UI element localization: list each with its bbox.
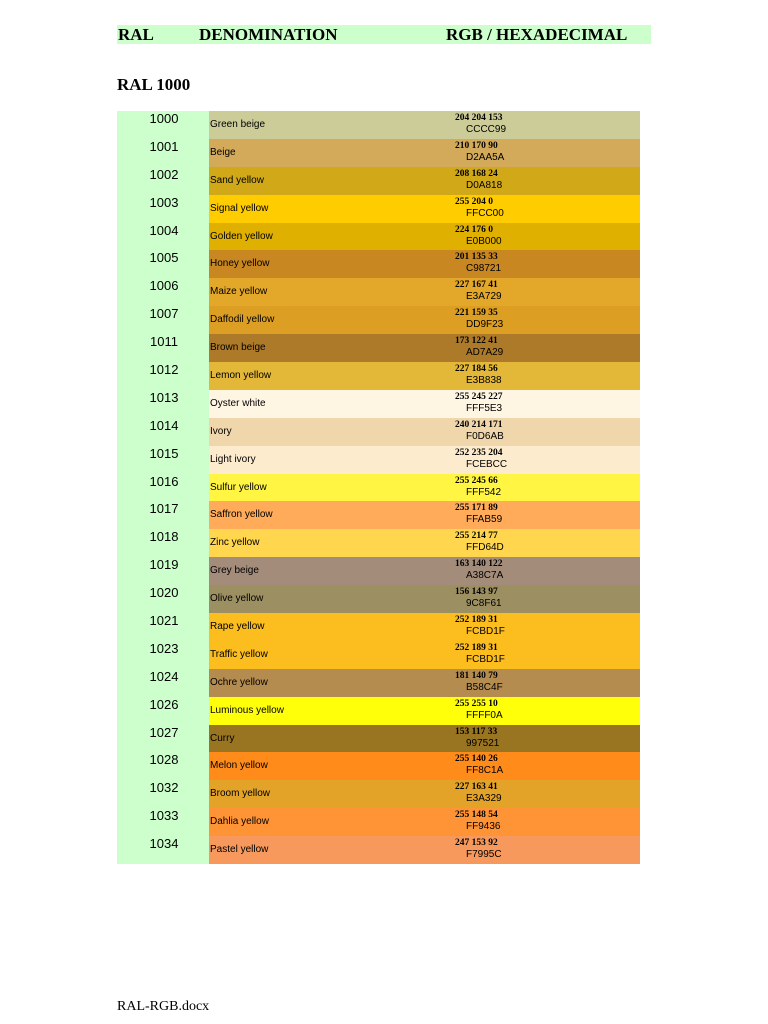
- ral-code: 1007: [149, 306, 179, 322]
- rgb-value: 201 135 33: [455, 252, 498, 263]
- table-header: [117, 25, 651, 44]
- table-row: [117, 501, 640, 529]
- hex-value: 9C8F61: [466, 598, 502, 610]
- ral-code: 1012: [149, 362, 179, 378]
- header-ral: RAL: [118, 25, 154, 44]
- ral-code: 1006: [149, 278, 179, 294]
- color-swatch: [209, 362, 640, 390]
- hex-value: C98721: [466, 263, 502, 275]
- color-name: Curry: [210, 732, 235, 744]
- ral-code-cell: [117, 139, 209, 167]
- ral-code: 1015: [149, 445, 179, 461]
- table-row: [117, 669, 640, 697]
- ral-code-cell: [117, 362, 209, 390]
- color-table: [117, 111, 640, 864]
- table-row: [117, 446, 640, 474]
- ral-code-cell: [117, 250, 209, 278]
- hex-value: FFFF0A: [466, 709, 503, 721]
- ral-code: 1032: [149, 780, 179, 796]
- hex-value: FF9436: [466, 821, 501, 833]
- rgb-value: 240 214 171: [455, 419, 503, 430]
- table-row: [117, 557, 640, 585]
- ral-code-cell: [117, 474, 209, 502]
- ral-code-cell: [117, 780, 209, 808]
- hex-value: E0B000: [466, 235, 502, 247]
- hex-value: E3A729: [466, 291, 502, 303]
- color-swatch: [209, 390, 640, 418]
- color-name: Melon yellow: [210, 760, 268, 772]
- color-swatch: [209, 167, 640, 195]
- color-name: Oyster white: [210, 397, 266, 409]
- rgb-value: 252 189 31: [455, 615, 498, 626]
- rgb-value: 255 214 77: [455, 531, 498, 542]
- hex-value: AD7A29: [466, 347, 504, 359]
- table-row: [117, 585, 640, 613]
- hex-value: FFCC00: [466, 207, 504, 219]
- ral-code: 1004: [149, 222, 179, 238]
- rgb-value: 255 204 0: [455, 196, 493, 207]
- rgb-value: 255 245 227: [455, 391, 503, 402]
- color-swatch: [209, 836, 640, 864]
- hex-value: D0A818: [466, 179, 503, 191]
- table-row: [117, 529, 640, 557]
- ral-code: 1034: [149, 836, 179, 852]
- ral-code-cell: [117, 223, 209, 251]
- table-row: [117, 390, 640, 418]
- rgb-value: 221 159 35: [455, 308, 498, 319]
- color-name: Maize yellow: [210, 286, 268, 298]
- ral-code: 1003: [149, 194, 179, 210]
- color-swatch: [209, 752, 640, 780]
- color-swatch: [209, 641, 640, 669]
- table-row: [117, 836, 640, 864]
- rgb-value: 153 117 33: [455, 726, 498, 737]
- rgb-value: 227 163 41: [455, 782, 498, 793]
- rgb-value: 163 140 122: [455, 559, 503, 570]
- hex-value: E3A329: [466, 793, 502, 805]
- ral-code-cell: [117, 446, 209, 474]
- color-swatch: [209, 446, 640, 474]
- ral-code: 1023: [149, 640, 179, 656]
- ral-code: 1013: [149, 389, 179, 405]
- rgb-value: 208 168 24: [455, 168, 498, 179]
- color-swatch: [209, 669, 640, 697]
- color-swatch: [209, 250, 640, 278]
- table-row: [117, 250, 640, 278]
- rgb-value: 252 189 31: [455, 642, 498, 653]
- rgb-value: 255 245 66: [455, 475, 498, 486]
- table-row: [117, 418, 640, 446]
- ral-code-cell: [117, 529, 209, 557]
- ral-code-cell: [117, 641, 209, 669]
- hex-value: FF8C1A: [466, 765, 504, 777]
- ral-code: 1017: [149, 501, 179, 517]
- ral-code: 1014: [149, 417, 179, 433]
- table-row: [117, 613, 640, 641]
- table-row: [117, 362, 640, 390]
- ral-code-cell: [117, 752, 209, 780]
- color-name: Daffodil yellow: [210, 314, 275, 326]
- color-name: Beige: [210, 146, 236, 158]
- color-swatch: [209, 139, 640, 167]
- color-name: Brown beige: [210, 342, 266, 354]
- rgb-value: 255 148 54: [455, 810, 498, 821]
- color-name: Traffic yellow: [210, 648, 268, 660]
- color-name: Ivory: [210, 425, 232, 437]
- ral-code: 1020: [149, 585, 179, 601]
- ral-code-cell: [117, 501, 209, 529]
- color-swatch: [209, 529, 640, 557]
- table-row: [117, 111, 640, 139]
- ral-code-cell: [117, 167, 209, 195]
- ral-code-cell: [117, 613, 209, 641]
- color-name: Zinc yellow: [210, 537, 260, 549]
- color-swatch: [209, 278, 640, 306]
- table-row: [117, 725, 640, 753]
- ral-code: 1001: [149, 138, 179, 154]
- rgb-value: 224 176 0: [455, 224, 493, 235]
- color-swatch: [209, 585, 640, 613]
- color-name: Lemon yellow: [210, 370, 272, 382]
- color-name: Green beige: [210, 119, 266, 130]
- table-row: [117, 167, 640, 195]
- color-swatch: [209, 418, 640, 446]
- ral-code-cell: [117, 390, 209, 418]
- rgb-value: 255 255 10: [455, 698, 498, 709]
- ral-code: 1033: [149, 808, 179, 824]
- hex-value: D2AA5A: [466, 151, 505, 163]
- rgb-value: 181 140 79: [455, 670, 498, 681]
- hex-value: DD9F23: [466, 319, 504, 331]
- ral-code: 1019: [149, 557, 179, 573]
- hex-value: 997521: [466, 737, 500, 749]
- hex-value: F7995C: [466, 849, 502, 861]
- hex-value: FFF5E3: [466, 402, 503, 414]
- color-swatch: [209, 223, 640, 251]
- color-name: Broom yellow: [210, 788, 271, 800]
- hex-value: FFD64D: [466, 542, 504, 554]
- hex-value: FCBD1F: [466, 626, 505, 638]
- color-name: Olive yellow: [210, 593, 264, 605]
- table-row: [117, 474, 640, 502]
- hex-value: B58C4F: [466, 681, 503, 693]
- rgb-value: 156 143 97: [455, 587, 498, 598]
- ral-code: 1016: [149, 473, 179, 489]
- table-row: [117, 697, 640, 725]
- ral-code: 1021: [149, 613, 179, 629]
- table-row: [117, 808, 640, 836]
- color-swatch: [209, 195, 640, 223]
- color-name: Luminous yellow: [210, 704, 284, 716]
- table-row: [117, 334, 640, 362]
- rgb-value: 227 167 41: [455, 280, 498, 291]
- header-denomination: DENOMINATION: [199, 25, 338, 44]
- ral-code-cell: [117, 808, 209, 836]
- rgb-value: 210 170 90: [455, 140, 498, 151]
- table-row: [117, 195, 640, 223]
- ral-code: 1024: [149, 668, 179, 684]
- ral-code: 1002: [149, 166, 179, 182]
- hex-value: FCEBCC: [466, 458, 508, 470]
- hex-value: CCCC99: [466, 124, 507, 135]
- ral-code: 1005: [149, 250, 179, 266]
- header-rgb-hex: RGB / HEXADECIMAL: [446, 25, 628, 44]
- color-name: Grey beige: [210, 565, 259, 577]
- ral-code-cell: [117, 725, 209, 753]
- hex-value: F0D6AB: [466, 430, 504, 442]
- color-swatch: [209, 557, 640, 585]
- ral-code-cell: [117, 306, 209, 334]
- color-name: Saffron yellow: [210, 509, 273, 521]
- hex-value: FFAB59: [466, 514, 503, 526]
- ral-code: 1028: [149, 752, 179, 768]
- ral-code: 1026: [149, 696, 179, 712]
- table-row: [117, 278, 640, 306]
- color-name: Dahlia yellow: [210, 816, 269, 828]
- ral-code: 1000: [149, 111, 179, 126]
- hex-value: FFF542: [466, 486, 502, 498]
- color-swatch: [209, 725, 640, 753]
- hex-value: E3B838: [466, 375, 502, 387]
- table-row: [117, 139, 640, 167]
- ral-code-cell: [117, 585, 209, 613]
- color-swatch: [209, 780, 640, 808]
- color-name: Honey yellow: [210, 258, 270, 270]
- color-name: Sand yellow: [210, 174, 264, 186]
- ral-code-cell: [117, 669, 209, 697]
- rgb-value: 204 204 153: [455, 113, 503, 123]
- rgb-value: 247 153 92: [455, 838, 498, 849]
- table-row: [117, 780, 640, 808]
- section-title: RAL 1000: [117, 75, 191, 94]
- rgb-value: 255 171 89: [455, 503, 498, 514]
- rgb-value: 255 140 26: [455, 754, 498, 765]
- table-row: [117, 223, 640, 251]
- color-swatch: [209, 111, 640, 139]
- rgb-value: 173 122 41: [455, 336, 498, 347]
- ral-code-cell: [117, 278, 209, 306]
- rgb-value: 252 235 204: [455, 447, 503, 458]
- color-swatch: [209, 474, 640, 502]
- color-name: Sulfur yellow: [210, 481, 267, 493]
- color-name: Light ivory: [210, 453, 256, 465]
- ral-code: 1018: [149, 529, 179, 545]
- ral-code-cell: [117, 334, 209, 362]
- color-swatch: [209, 613, 640, 641]
- table-row: [117, 641, 640, 669]
- ral-code-cell: [117, 557, 209, 585]
- color-name: Ochre yellow: [210, 676, 268, 688]
- color-name: Golden yellow: [210, 230, 273, 242]
- ral-code-cell: [117, 111, 209, 139]
- hex-value: FCBD1F: [466, 653, 505, 665]
- color-swatch: [209, 334, 640, 362]
- color-name: Pastel yellow: [210, 844, 269, 856]
- ral-code-cell: [117, 697, 209, 725]
- ral-code: 1027: [149, 724, 179, 740]
- table-row: [117, 752, 640, 780]
- ral-code-cell: [117, 195, 209, 223]
- color-name: Rape yellow: [210, 621, 265, 633]
- ral-code-cell: [117, 836, 209, 864]
- document-footer: RAL-RGB.docx: [117, 999, 210, 1014]
- color-swatch: [209, 697, 640, 725]
- color-swatch: [209, 808, 640, 836]
- hex-value: A38C7A: [466, 570, 504, 582]
- color-swatch: [209, 306, 640, 334]
- color-swatch: [209, 501, 640, 529]
- ral-code-cell: [117, 418, 209, 446]
- ral-code: 1011: [150, 334, 178, 350]
- rgb-value: 227 184 56: [455, 364, 498, 375]
- table-row: [117, 306, 640, 334]
- color-name: Signal yellow: [210, 202, 269, 214]
